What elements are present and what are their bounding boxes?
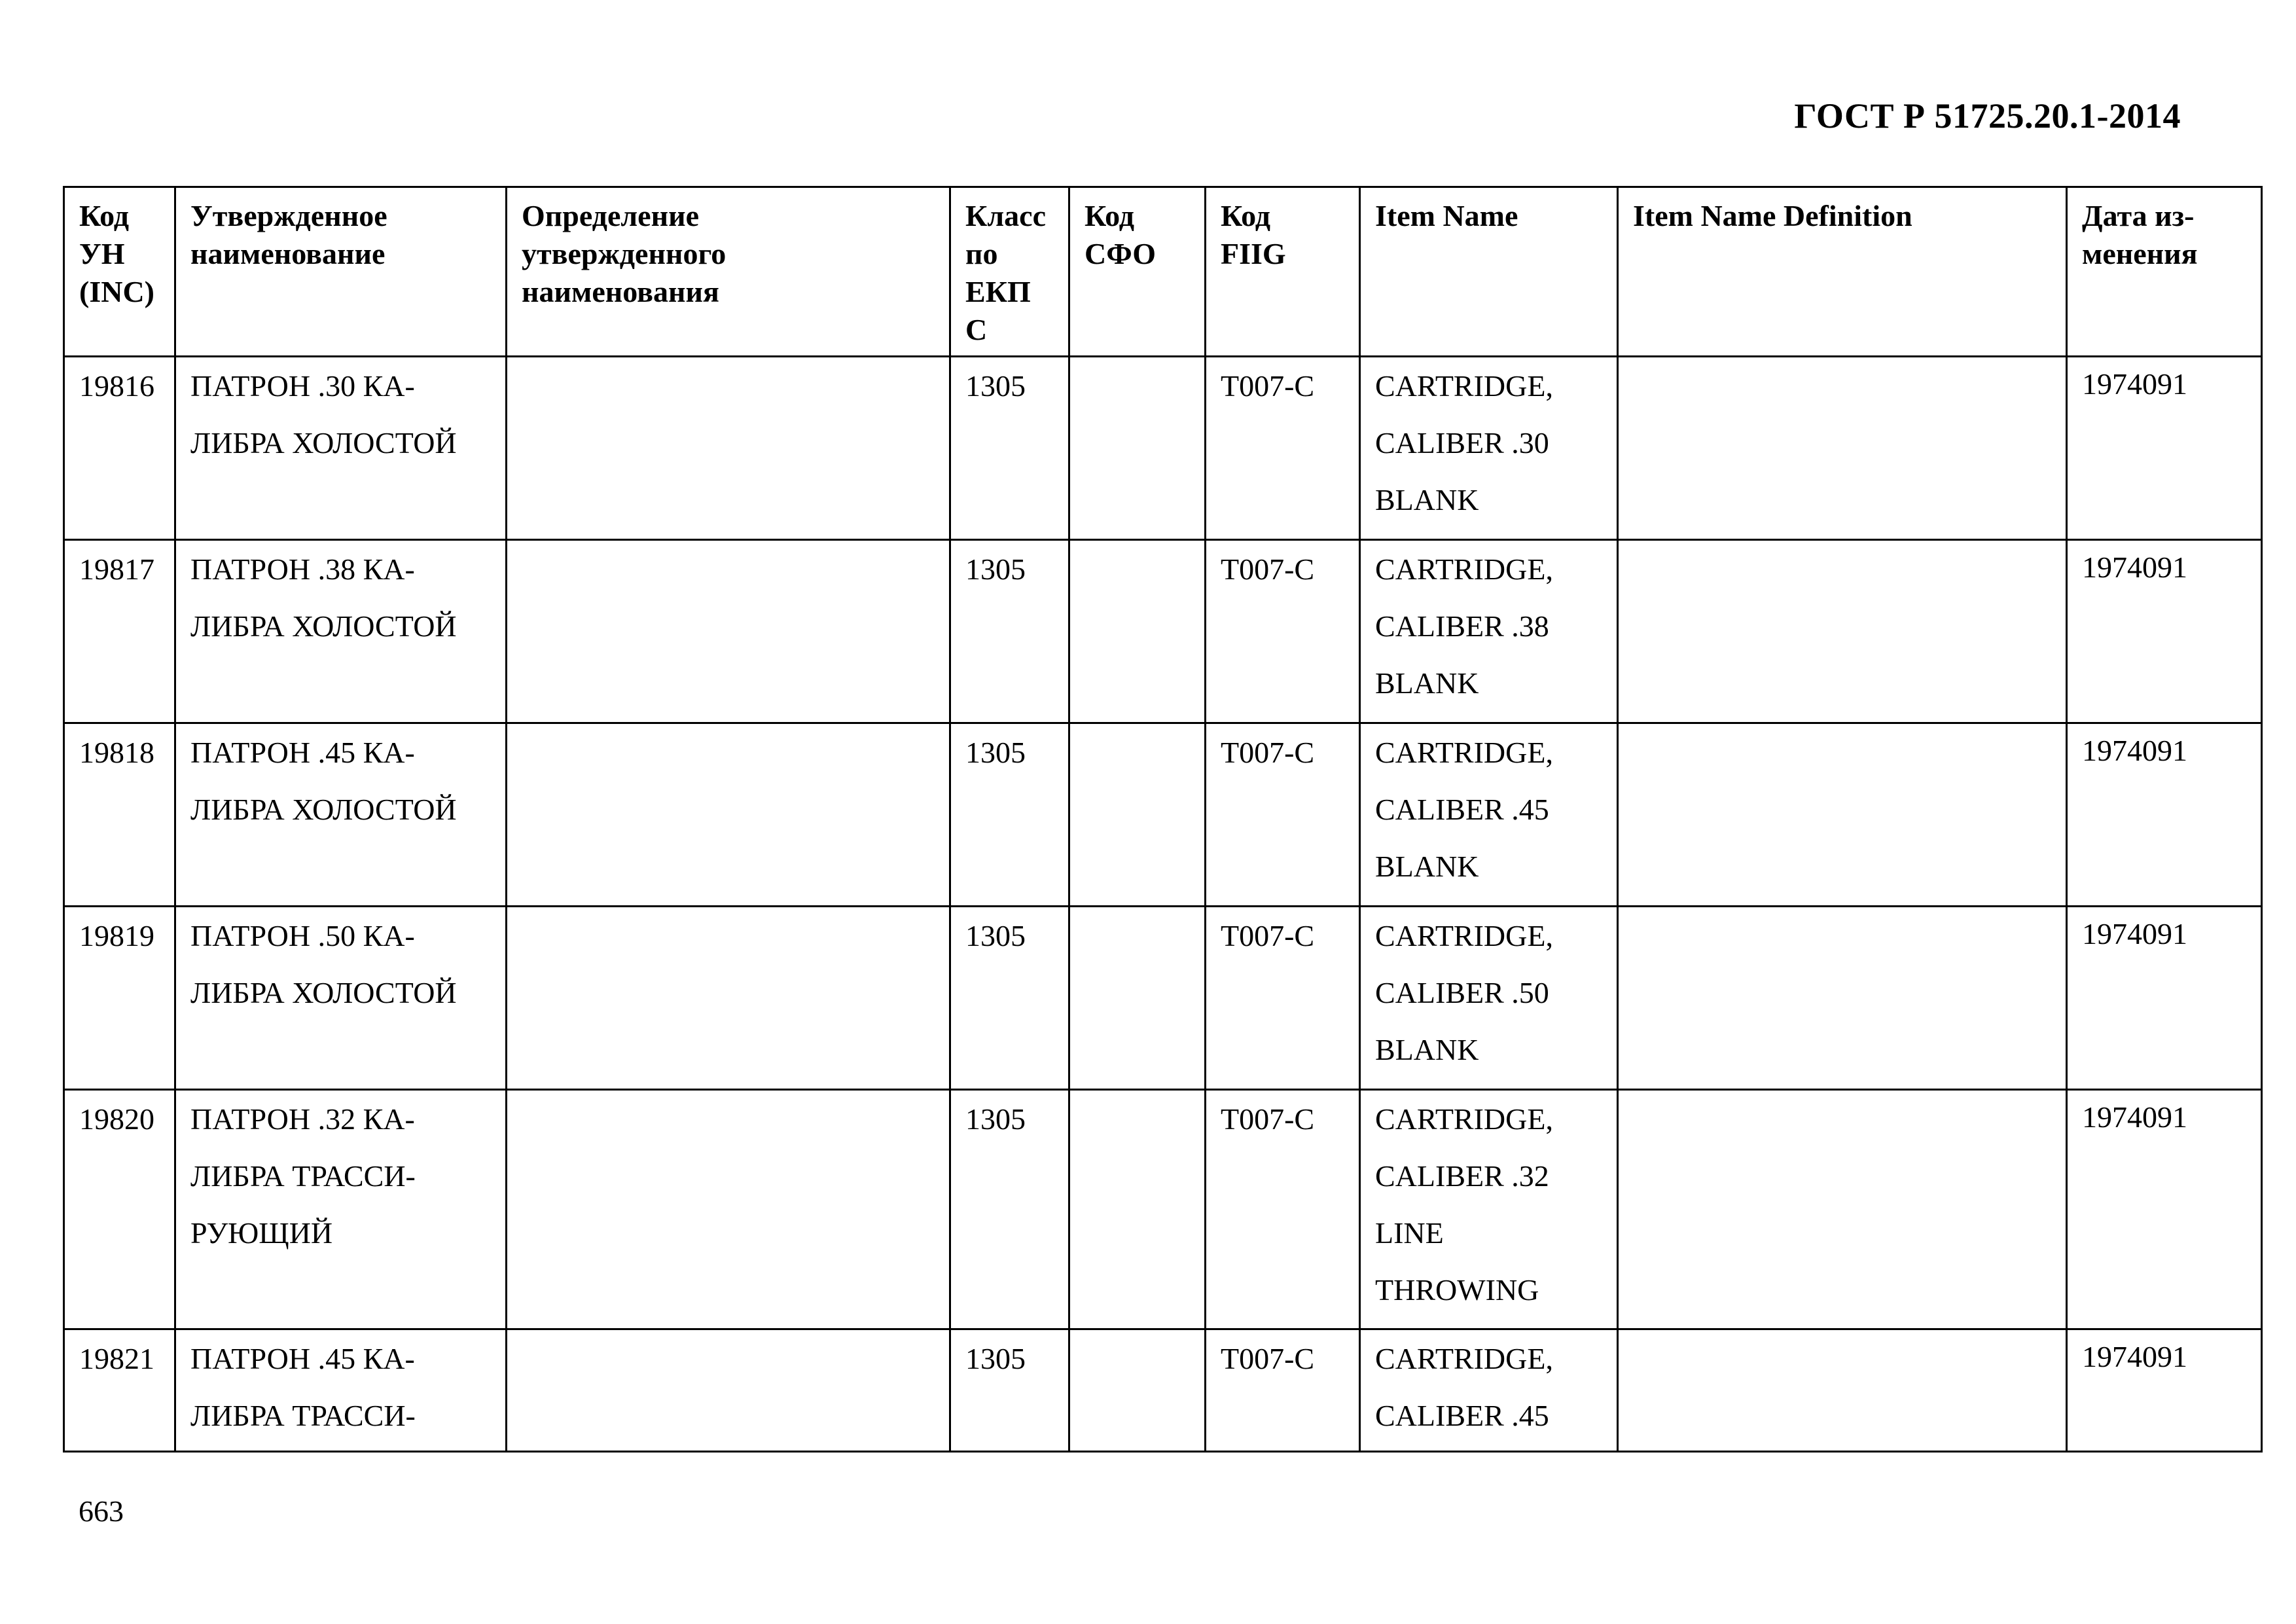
cell-name-definition: [507, 1090, 950, 1329]
cell-item-name-definition: [1618, 357, 2067, 540]
cell-item-name: [1360, 357, 1618, 540]
name-line: ПАТРОН .45 КА-: [190, 736, 415, 769]
cell-inc: 19818: [64, 723, 175, 907]
item-name-line: CARTRIDGE,: [1375, 1102, 1553, 1136]
document-standard-code: ГОСТ Р 51725.20.1-2014: [1794, 96, 2181, 135]
header-text: С: [965, 313, 988, 346]
name-line: ЛИБРА ХОЛОСТОЙ: [190, 793, 457, 826]
cell-change-date: 1974091: [2067, 1090, 2262, 1329]
cell-approved-name: [175, 1090, 507, 1329]
item-name-line: CARTRIDGE,: [1375, 1342, 1553, 1375]
cell-fiig: T007-C: [1206, 357, 1360, 540]
cell-sfo: [1069, 1329, 1206, 1452]
table-row: [64, 907, 2262, 1090]
header-text: Item Name Definition: [1633, 199, 1912, 232]
table-row: [64, 540, 2262, 723]
cell-item-name: [1360, 1329, 1618, 1452]
table-row: [64, 723, 2262, 907]
cell-name-definition: [507, 357, 950, 540]
table-row: [64, 1090, 2262, 1329]
header-sfo: [1069, 187, 1206, 357]
header-text: по: [965, 237, 998, 270]
cell-fiig: T007-C: [1206, 907, 1360, 1090]
cell-item-name-definition: [1618, 723, 2067, 907]
cell-approved-name: [175, 1329, 507, 1452]
cell-name-definition: [507, 1329, 950, 1452]
name-line: ПАТРОН .45 КА-: [190, 1342, 415, 1375]
cell-item-name: [1360, 540, 1618, 723]
header-item-name-definition: [1618, 187, 2067, 357]
name-line: ПАТРОН .30 КА-: [190, 369, 415, 403]
header-change-date: [2067, 187, 2262, 357]
header-text: Дата из-: [2082, 199, 2195, 232]
name-line: РУЮЩИЙ: [190, 1216, 333, 1250]
catalog-table: [63, 186, 2263, 1453]
cell-item-name-definition: [1618, 540, 2067, 723]
header-text: ЕКП: [965, 275, 1031, 308]
header-text: FIIG: [1221, 237, 1286, 270]
item-name-line: BLANK: [1375, 483, 1479, 516]
name-line: ПАТРОН .38 КА-: [190, 552, 415, 586]
cell-change-date: 1974091: [2067, 723, 2262, 907]
header-text: наименование: [190, 237, 386, 270]
table-row: [64, 357, 2262, 540]
cell-inc: 19816: [64, 357, 175, 540]
header-text: Код: [79, 199, 130, 232]
item-name-line: BLANK: [1375, 1033, 1479, 1066]
item-name-line: CALIBER .50: [1375, 976, 1549, 1009]
cell-class: 1305: [950, 357, 1069, 540]
header-text: Код: [1221, 199, 1271, 232]
cell-class: 1305: [950, 723, 1069, 907]
cell-class: 1305: [950, 1090, 1069, 1329]
page-number: 663: [79, 1494, 124, 1528]
header-row: [64, 187, 2262, 357]
name-line: ПАТРОН .50 КА-: [190, 919, 415, 952]
cell-class: 1305: [950, 907, 1069, 1090]
header-text: СФО: [1085, 237, 1157, 270]
name-line: ЛИБРА ХОЛОСТОЙ: [190, 426, 457, 460]
header-text: Item Name: [1375, 199, 1518, 232]
cell-sfo: [1069, 907, 1206, 1090]
header-inc: [64, 187, 175, 357]
header-text: Определение: [522, 199, 700, 232]
item-name-line: LINE: [1375, 1216, 1444, 1250]
header-name-definition: [507, 187, 950, 357]
cell-approved-name: [175, 540, 507, 723]
cell-change-date: 1974091: [2067, 540, 2262, 723]
item-name-line: CARTRIDGE,: [1375, 919, 1553, 952]
cell-approved-name: [175, 723, 507, 907]
cell-sfo: [1069, 357, 1206, 540]
cell-change-date: 1974091: [2067, 907, 2262, 1090]
header-text: Класс: [965, 199, 1046, 232]
header-text: утвержденного: [522, 237, 726, 270]
cell-approved-name: [175, 357, 507, 540]
cell-item-name: [1360, 1090, 1618, 1329]
item-name-line: CALIBER .38: [1375, 609, 1549, 643]
cell-name-definition: [507, 723, 950, 907]
cell-item-name: [1360, 907, 1618, 1090]
header-text: менения: [2082, 237, 2198, 270]
name-line: ЛИБРА ХОЛОСТОЙ: [190, 976, 457, 1009]
name-line: ЛИБРА ТРАССИ-: [190, 1159, 416, 1193]
item-name-line: BLANK: [1375, 850, 1479, 883]
item-name-line: CARTRIDGE,: [1375, 552, 1553, 586]
item-name-line: CALIBER .32: [1375, 1159, 1549, 1193]
cell-fiig: T007-C: [1206, 723, 1360, 907]
cell-approved-name: [175, 907, 507, 1090]
table-header: [64, 187, 2262, 357]
name-line: ЛИБРА ХОЛОСТОЙ: [190, 609, 457, 643]
cell-sfo: [1069, 723, 1206, 907]
header-text: УН: [79, 237, 125, 270]
cell-inc: 19821: [64, 1329, 175, 1452]
cell-name-definition: [507, 540, 950, 723]
cell-fiig: T007-C: [1206, 540, 1360, 723]
table-row: [64, 1329, 2262, 1452]
cell-name-definition: [507, 907, 950, 1090]
name-line: ЛИБРА ТРАССИ-: [190, 1399, 416, 1432]
table-body: [64, 357, 2262, 1452]
cell-change-date: 1974091: [2067, 1329, 2262, 1452]
header-approved-name: [175, 187, 507, 357]
cell-inc: 19819: [64, 907, 175, 1090]
cell-class: 1305: [950, 1329, 1069, 1452]
header-text: наименования: [522, 275, 719, 308]
cell-item-name-definition: [1618, 1329, 2067, 1452]
item-name-line: CALIBER .45: [1375, 793, 1549, 826]
catalog-table-container: [63, 186, 2261, 1453]
header-fiig: [1206, 187, 1360, 357]
item-name-line: CARTRIDGE,: [1375, 736, 1553, 769]
header-text: Код: [1085, 199, 1135, 232]
cell-change-date: 1974091: [2067, 357, 2262, 540]
item-name-line: CARTRIDGE,: [1375, 369, 1553, 403]
cell-sfo: [1069, 1090, 1206, 1329]
header-text: (INC): [79, 275, 154, 308]
item-name-line: THROWING: [1375, 1273, 1539, 1307]
cell-inc: 19820: [64, 1090, 175, 1329]
cell-item-name: [1360, 723, 1618, 907]
cell-sfo: [1069, 540, 1206, 723]
cell-class: 1305: [950, 540, 1069, 723]
header-item-name: [1360, 187, 1618, 357]
item-name-line: CALIBER .45: [1375, 1399, 1549, 1432]
item-name-line: BLANK: [1375, 666, 1479, 700]
cell-fiig: T007-C: [1206, 1090, 1360, 1329]
cell-item-name-definition: [1618, 1090, 2067, 1329]
cell-item-name-definition: [1618, 907, 2067, 1090]
cell-fiig: T007-C: [1206, 1329, 1360, 1452]
header-class: [950, 187, 1069, 357]
cell-inc: 19817: [64, 540, 175, 723]
name-line: ПАТРОН .32 КА-: [190, 1102, 415, 1136]
header-text: Утвержденное: [190, 199, 387, 232]
item-name-line: CALIBER .30: [1375, 426, 1549, 460]
